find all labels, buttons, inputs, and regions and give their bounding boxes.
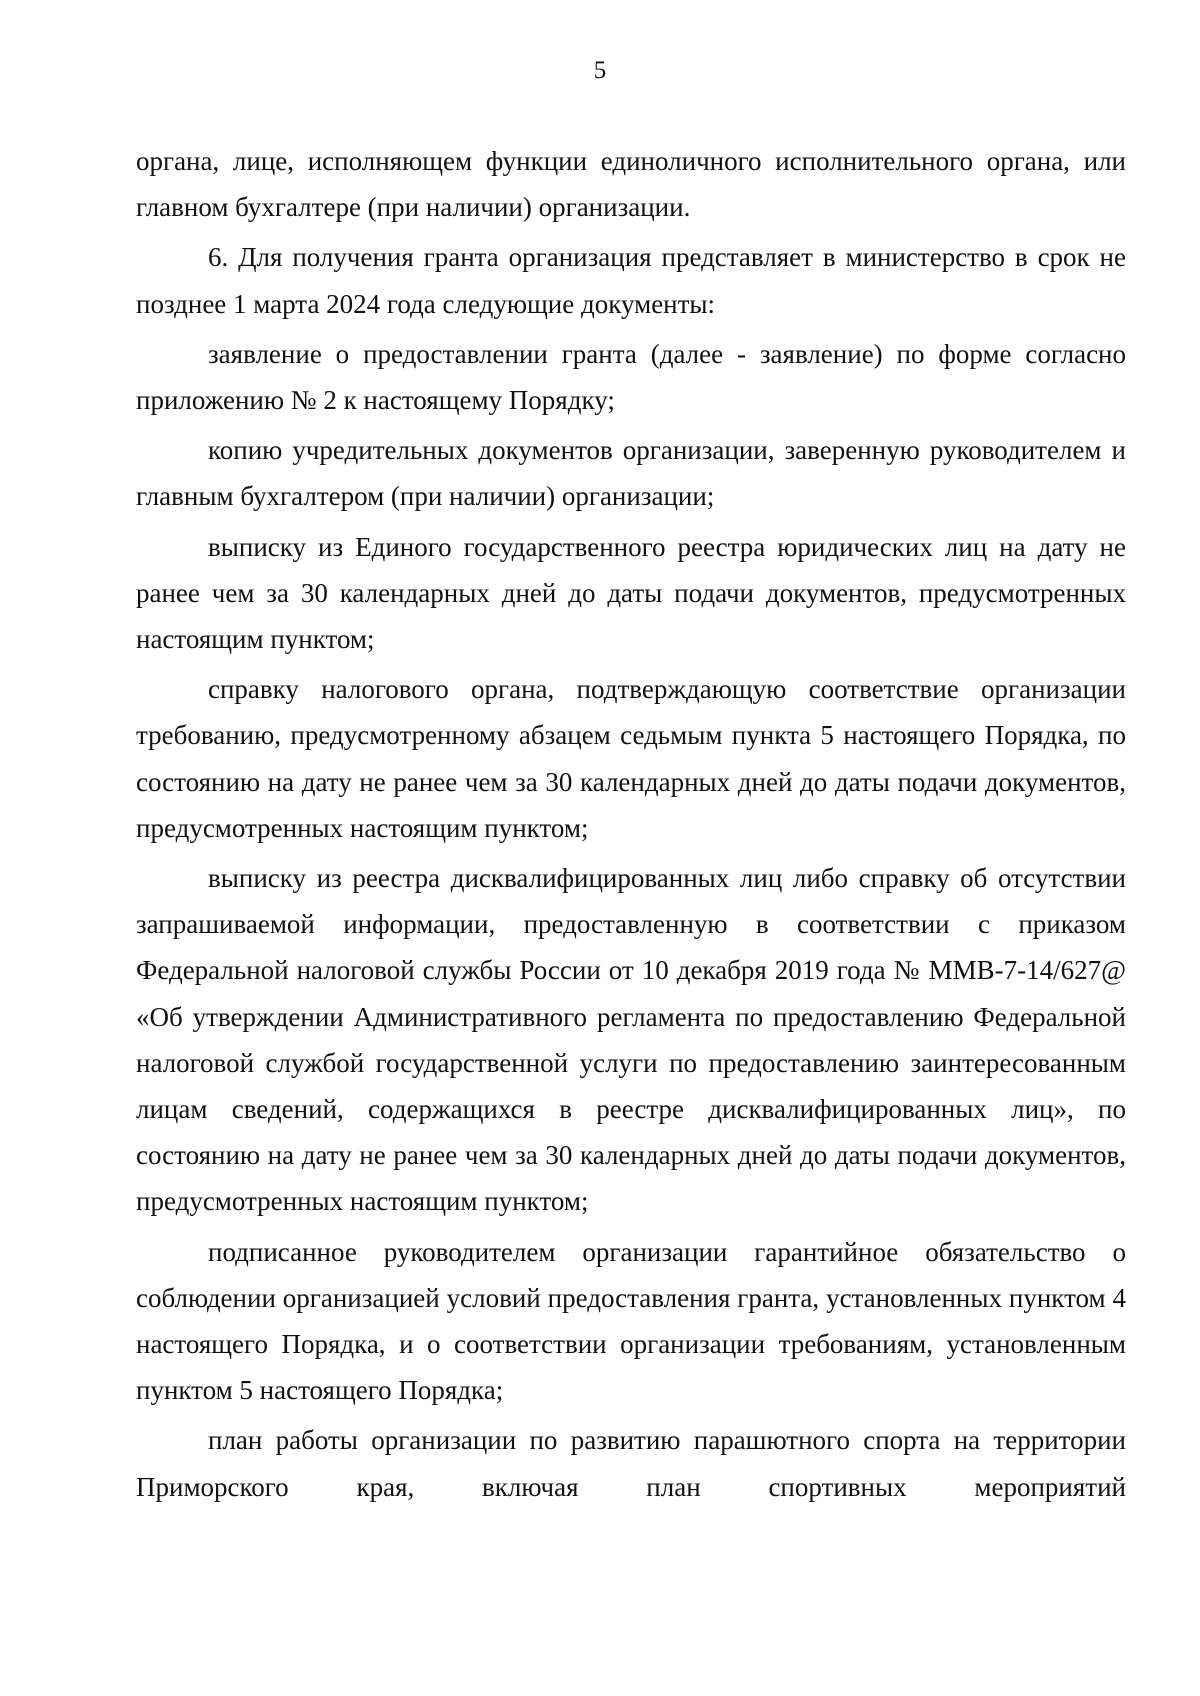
paragraph-work-plan: план работы организации по развитию парашютного спорта на территории Приморского края, включая план спортивных мероприятий <box>136 1425 1126 1502</box>
paragraph-item-6: 6. Для получения гранта организация представляет в министерство в срок не позднее 1 марта 2024 года следующие документы: <box>136 242 1126 319</box>
paragraph-tax-certificate: справку налогового органа, подтверждающую соответствие организации требованию, предусмотренному абзацем седьмым пункта 5 настоящего Порядка, по состоянию на дату не ранее чем за 30 календарных дней до даты подачи документов, предусмотренных настоящим пунктом; <box>136 674 1126 843</box>
document-body <box>136 138 1126 1514</box>
paragraph-egrul-extract: выписку из Единого государственного реестра юридических лиц на дату не ранее чем за 30 календарных дней до даты подачи документов, предусмотренных настоящим пунктом; <box>136 531 1126 655</box>
paragraph-disqualified-registry: выписку из реестра дисквалифицированных лиц либо справку об отсутствии запрашиваемой информации, предоставленную в соответствии с приказом Федеральной налоговой службы России от 10 декабря 2019 года № ММВ-7-14/627@ «Об утверждении Административного регламента по предоставлению Федеральной налоговой службой государственной услуги по предоставлению заинтересованным лицам сведений, содержащихся в реестре дисквалифицированных лиц», по состоянию на дату не ранее чем за 30 календарных дней до даты подачи документов, предусмотренных настоящим пунктом; <box>136 863 1126 1217</box>
paragraph-continuation: органа, лице, исполняющем функции единоличного исполнительного органа, или главном бухгалтере (при наличии) организации. <box>136 146 1126 223</box>
paragraph-application: заявление о предоставлении гранта (далее - заявление) по форме согласно приложению № 2 к настоящему Порядку; <box>136 338 1126 416</box>
page-number: 5 <box>593 57 607 84</box>
paragraph-guarantee-obligation: подписанное руководителем организации гарантийное обязательство о соблюдении организацией условий предоставления гранта, установленных пунктом 4 настоящего Порядка, и о соответствии организации требованиям, установленным пунктом 5 настоящего Порядка; <box>136 1236 1126 1406</box>
paragraph-founding-documents: копию учредительных документов организации, заверенную руководителем и главным бухгалтером (при наличии) организации; <box>136 435 1126 512</box>
